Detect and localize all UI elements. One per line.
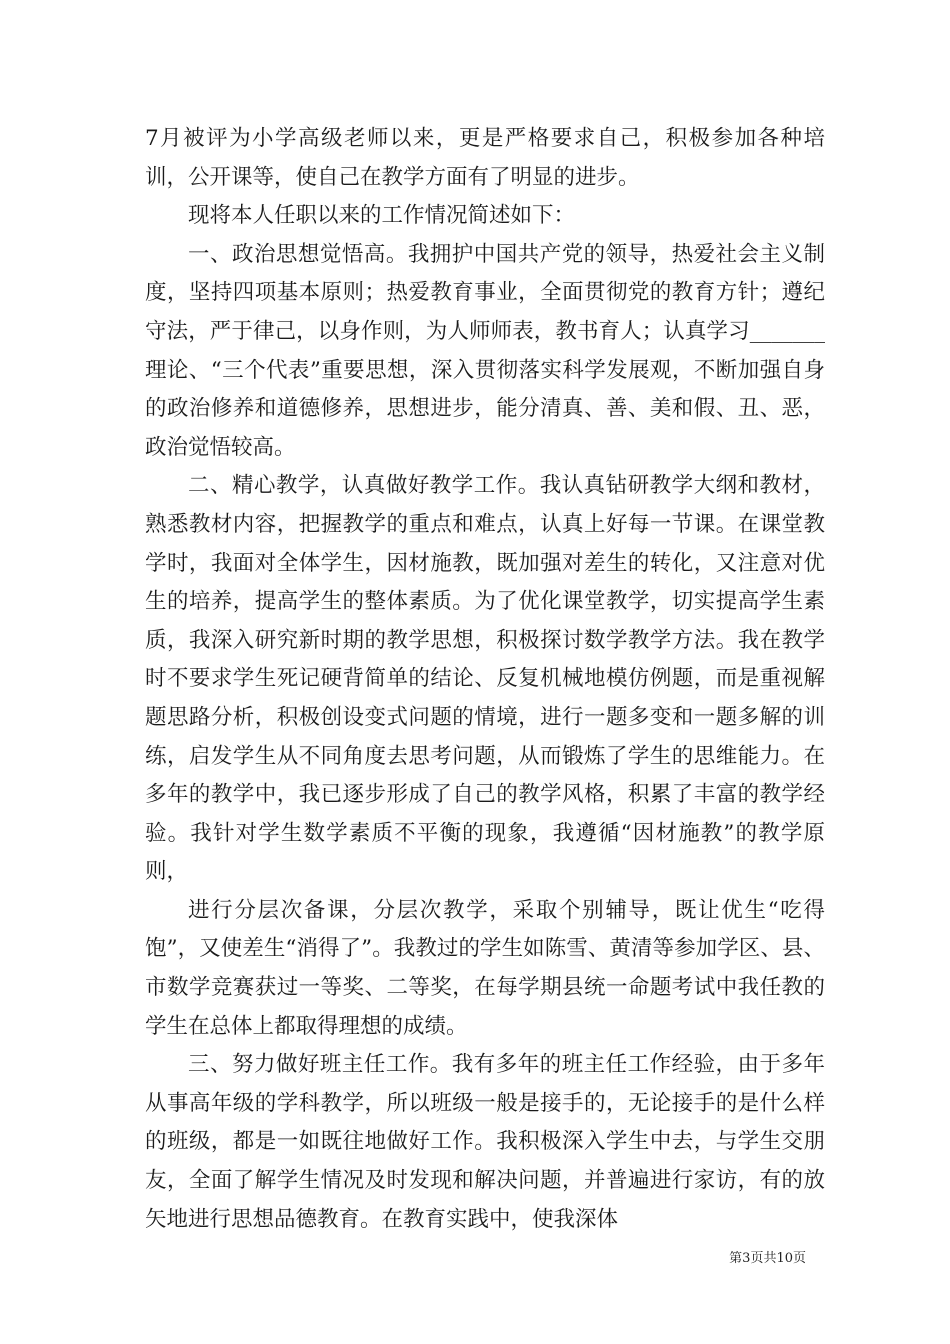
page-number: 第3页共10页 — [729, 1251, 806, 1266]
paragraph-teaching: 二、精心教学，认真做好教学工作。我认真钻研教学大纲和教材，熟悉教材内容，把握教学的重点和难点，认真上好每一节课。在课堂教学时，我面对全体学生，因材施教，既加强对差生的转化，又注意对优生的培养，提高学生的整体素质。为了优化课堂教学，切实提高学生素质，我深入研究新时期的教学思想，积极探讨数学教学方法。我在教学时不要求学生死记硬背简单的结论、反复机械地模仿例题，而是重视解题思路分析，积极创设变式问题的情境，进行一题多变和一题多解的训练，启发学生从不同角度去思考问题，从而锻炼了学生的思维能力。在多年的教学中，我已逐步形成了自己的教学风格，积累了丰富的教学经验。我针对学生数学素质不平衡的现象，我遵循“因材施教”的教学原则， — [145, 473, 825, 885]
paragraph-intro: 现将本人任职以来的工作情况简述如下： — [188, 203, 576, 229]
paragraph-continuation: 7月被评为小学高级老师以来，更是严格要求自己，积极参加各种培训，公开课等，使自己在教学方面有了明显的进步。 — [145, 126, 825, 190]
body-text — [145, 120, 825, 1239]
paragraph-political: 一、政治思想觉悟高。我拥护中国共产党的领导，热爱社会主义制度，坚持四项基本原则；热爱教育事业，全面贯彻党的教育方针；遵纪守法，严于律己，以身作则，为人师师表，教书育人；认真学习_______理论、“三个代表”重要思想，深入贯彻落实科学发展观，不断加强自身的政治修养和道德修养，思想进步，能分清真、善、美和假、丑、恶，政治觉悟较高。 — [145, 241, 825, 460]
paragraph-layered-teaching: 进行分层次备课，分层次教学，采取个别辅导，既让优生“吃得饱”，又使差生“消得了”。我教过的学生如陈雪、黄清等参加学区、县、市数学竞赛获过一等奖、二等奖，在每学期县统一命题考试中我任教的学生在总体上都取得理想的成绩。 — [145, 897, 825, 1039]
paragraph-class-teacher: 三、努力做好班主任工作。我有多年的班主任工作经验，由于多年从事高年级的学科教学，所以班级一般是接手的，无论接手的是什么样的班级，都是一如既往地做好工作。我积极深入学生中去，与学生交朋友，全面了解学生情况及时发现和解决问题，并普遍进行家访，有的放矢地进行思想品德教育。在教育实践中，使我深体 — [145, 1052, 825, 1232]
